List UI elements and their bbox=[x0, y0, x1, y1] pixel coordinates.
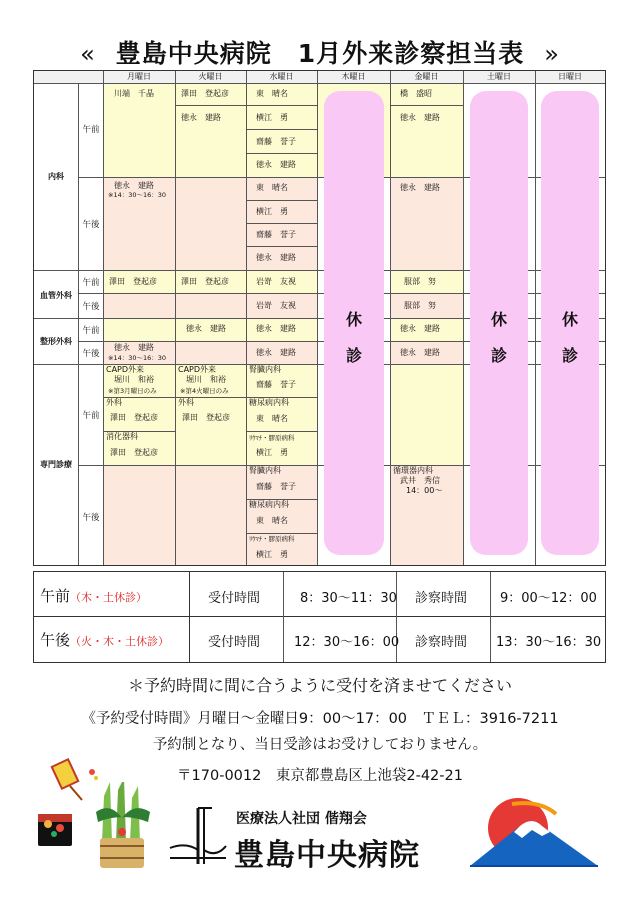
grid-line bbox=[246, 105, 317, 106]
doctor-cell: 横江 勇 bbox=[256, 550, 288, 559]
am-note: （木・土休診） bbox=[70, 591, 148, 604]
closed-label: 休 bbox=[490, 310, 507, 329]
reception-label: 受付時間 bbox=[208, 635, 261, 650]
notice-text: ＊予約時間に間に合うように受付を済ませてください bbox=[127, 676, 512, 695]
period-pm: 午後 bbox=[82, 220, 100, 230]
doctor-cell: 堀川 和裕 bbox=[186, 375, 226, 384]
doctor-cell: 徳永 建路 bbox=[400, 348, 440, 357]
doctor-cell: 東 晴名 bbox=[256, 516, 288, 525]
mount-fuji-icon bbox=[470, 796, 600, 870]
am-consult-time: 9：00〜12：00 bbox=[500, 591, 597, 606]
dept-cell: 糖尿病内科 bbox=[249, 500, 289, 509]
grid-line bbox=[246, 153, 317, 154]
doctor-cell: 服部 努 bbox=[404, 277, 436, 286]
category-naika: 内科 bbox=[48, 172, 64, 181]
category-senmon: 専門診療 bbox=[40, 460, 72, 469]
category-seikei: 整形外科 bbox=[40, 337, 72, 346]
grid-line bbox=[34, 616, 605, 617]
doctor-cell: 澤田 登起彦 bbox=[181, 89, 229, 98]
doctor-cell: 澤田 登起彦 bbox=[109, 277, 157, 286]
pm-note: （火・木・土休診） bbox=[70, 635, 170, 648]
doctor-cell: 徳永 建路 bbox=[256, 348, 296, 357]
hospital-logo-icon bbox=[166, 806, 228, 868]
doctor-cell: 徳永 建路 bbox=[256, 160, 296, 169]
am-label-text: 午前 bbox=[40, 587, 71, 605]
category-kekkan: 血管外科 bbox=[40, 291, 72, 300]
header-corner bbox=[34, 71, 103, 84]
dept-cell: 腎臓内科 bbox=[249, 466, 281, 475]
grid-line bbox=[246, 431, 317, 432]
kadomatsu-icon bbox=[92, 782, 154, 872]
doctor-cell: 澤田 登起彦 bbox=[181, 277, 229, 286]
doctor-cell: 徳永 建路 bbox=[400, 324, 440, 333]
time-note: ※第3月曜日のみ bbox=[108, 387, 157, 395]
doctor-cell: 東 晴名 bbox=[256, 183, 288, 192]
grid-line bbox=[189, 572, 190, 662]
corporation-name: 医療法人社団 偕翔会 bbox=[236, 811, 367, 827]
closed-label: 診 bbox=[490, 346, 507, 365]
doctor-cell: 澤田 登起彦 bbox=[110, 413, 158, 422]
time-note: ※14：30〜16：30 bbox=[108, 354, 167, 362]
grid-line bbox=[490, 572, 491, 662]
header-thu: 木曜日 bbox=[317, 71, 390, 84]
dept-cell: 外科 bbox=[178, 398, 194, 407]
doctor-cell: 川端 千晶 bbox=[114, 89, 154, 98]
hospital-name: 豊島中央病院 bbox=[234, 838, 420, 873]
no-same-day-notice: 予約制となり、当日受診はお受けしておりません。 bbox=[152, 737, 488, 753]
doctor-cell: 徳永 建路 bbox=[186, 324, 226, 333]
doctor-cell: 服部 努 bbox=[404, 301, 436, 310]
pm-label-text: 午後 bbox=[40, 631, 71, 649]
dept-cell: 糖尿病内科 bbox=[249, 398, 289, 407]
doctor-cell: 横江 勇 bbox=[256, 207, 288, 216]
doctor-cell: 徳永 建路 bbox=[256, 324, 296, 333]
doctor-cell: 齋藤 誉子 bbox=[256, 230, 296, 239]
doctor-cell: 徳永 建路 bbox=[114, 181, 154, 190]
doctor-cell: 横江 勇 bbox=[256, 448, 288, 457]
dept-cell: 外科 bbox=[106, 398, 122, 407]
page-title: « 豊島中央病院 1月外来診察担当表 » bbox=[80, 39, 560, 68]
am-label bbox=[40, 585, 147, 606]
header-fri: 金曜日 bbox=[390, 71, 463, 84]
closed-label: 休 bbox=[561, 310, 578, 329]
closed-label: 診 bbox=[561, 346, 578, 365]
doctor-cell: 澤田 登起彦 bbox=[110, 448, 158, 457]
grid-line bbox=[246, 129, 317, 130]
doctor-cell: 岩嵜 友視 bbox=[256, 301, 296, 310]
pm-consult-time: 13：30〜16：30 bbox=[496, 635, 602, 650]
doctor-cell: 齋藤 誉子 bbox=[256, 482, 296, 491]
doctor-cell: 澤田 登起彦 bbox=[182, 413, 230, 422]
doctor-cell: 徳永 建路 bbox=[181, 113, 221, 122]
doctor-cell: 齋藤 誉子 bbox=[256, 380, 296, 389]
grid-line bbox=[390, 105, 463, 106]
period-am: 午前 bbox=[82, 326, 100, 336]
period-am: 午前 bbox=[82, 411, 100, 421]
grid-line bbox=[283, 572, 284, 662]
grid-line bbox=[246, 246, 317, 247]
closed-sunday bbox=[541, 91, 599, 555]
doctor-cell: 徳永 建路 bbox=[400, 183, 440, 192]
header-mon: 月曜日 bbox=[103, 71, 175, 84]
doctor-cell: 徳永 建路 bbox=[114, 343, 154, 352]
closed-label: 診 bbox=[345, 346, 362, 365]
dept-cell: CAPD外来 bbox=[106, 365, 145, 374]
reception-label: 受付時間 bbox=[208, 591, 261, 606]
hours-table bbox=[33, 571, 606, 663]
pm-reception-time: 12：30〜16：00 bbox=[294, 635, 400, 650]
grid-line bbox=[246, 223, 317, 224]
consult-label: 診察時間 bbox=[415, 635, 468, 650]
doctor-cell: 東 晴名 bbox=[256, 414, 288, 423]
dept-cell: CAPD外来 bbox=[178, 365, 217, 374]
period-am: 午前 bbox=[82, 278, 100, 288]
doctor-cell: 岩嵜 友視 bbox=[256, 277, 296, 286]
period-pm: 午後 bbox=[82, 513, 100, 523]
pm-label bbox=[40, 629, 169, 650]
closed-saturday bbox=[470, 91, 528, 555]
dept-cell: 腎臓内科 bbox=[249, 365, 281, 374]
grid-line bbox=[246, 200, 317, 201]
period-pm: 午後 bbox=[82, 302, 100, 312]
header-sat: 土曜日 bbox=[463, 71, 535, 84]
closed-thursday bbox=[324, 91, 384, 555]
doctor-cell: 橋 盛昭 bbox=[400, 89, 432, 98]
header-tue: 火曜日 bbox=[175, 71, 246, 84]
header-wed: 水曜日 bbox=[246, 71, 317, 84]
am-reception-time: 8：30〜11：30 bbox=[300, 591, 397, 606]
time-note: 14：00〜 bbox=[406, 486, 443, 495]
time-note: ※14：30〜16：30 bbox=[108, 191, 167, 199]
address: 〒170-0012 東京都豊島区上池袋2-42-21 bbox=[177, 768, 463, 784]
closed-label: 休 bbox=[345, 310, 362, 329]
period-am: 午前 bbox=[82, 125, 100, 135]
header-sun: 日曜日 bbox=[535, 71, 605, 84]
doctor-cell: 東 晴名 bbox=[256, 89, 288, 98]
time-note: ※第4火曜日のみ bbox=[180, 387, 229, 395]
doctor-cell: 徳永 建路 bbox=[256, 253, 296, 262]
dept-cell: ﾘｳﾏﾁ・膠原病科 bbox=[249, 434, 295, 442]
doctor-cell: 齋藤 誉子 bbox=[256, 137, 296, 146]
period-pm: 午後 bbox=[82, 349, 100, 359]
doctor-cell: 堀川 和裕 bbox=[114, 375, 154, 384]
dept-cell: 循環器内科 bbox=[393, 466, 433, 475]
doctor-cell: 徳永 建路 bbox=[400, 113, 440, 122]
doctor-cell: 横江 勇 bbox=[256, 113, 288, 122]
dept-cell: ﾘｳﾏﾁ・膠原病科 bbox=[249, 535, 295, 543]
doctor-cell: 武井 秀信 bbox=[400, 476, 440, 485]
schedule-table bbox=[33, 70, 606, 566]
grid-line bbox=[175, 105, 246, 106]
consult-label: 診察時間 bbox=[415, 591, 468, 606]
senmon-am-fri-bg bbox=[390, 364, 463, 465]
reservation-info: 《予約受付時間》月曜日〜金曜日9：00〜17：00 ＴＥＬ：3916-7211 bbox=[81, 711, 559, 727]
dept-cell: 消化器科 bbox=[106, 432, 138, 441]
